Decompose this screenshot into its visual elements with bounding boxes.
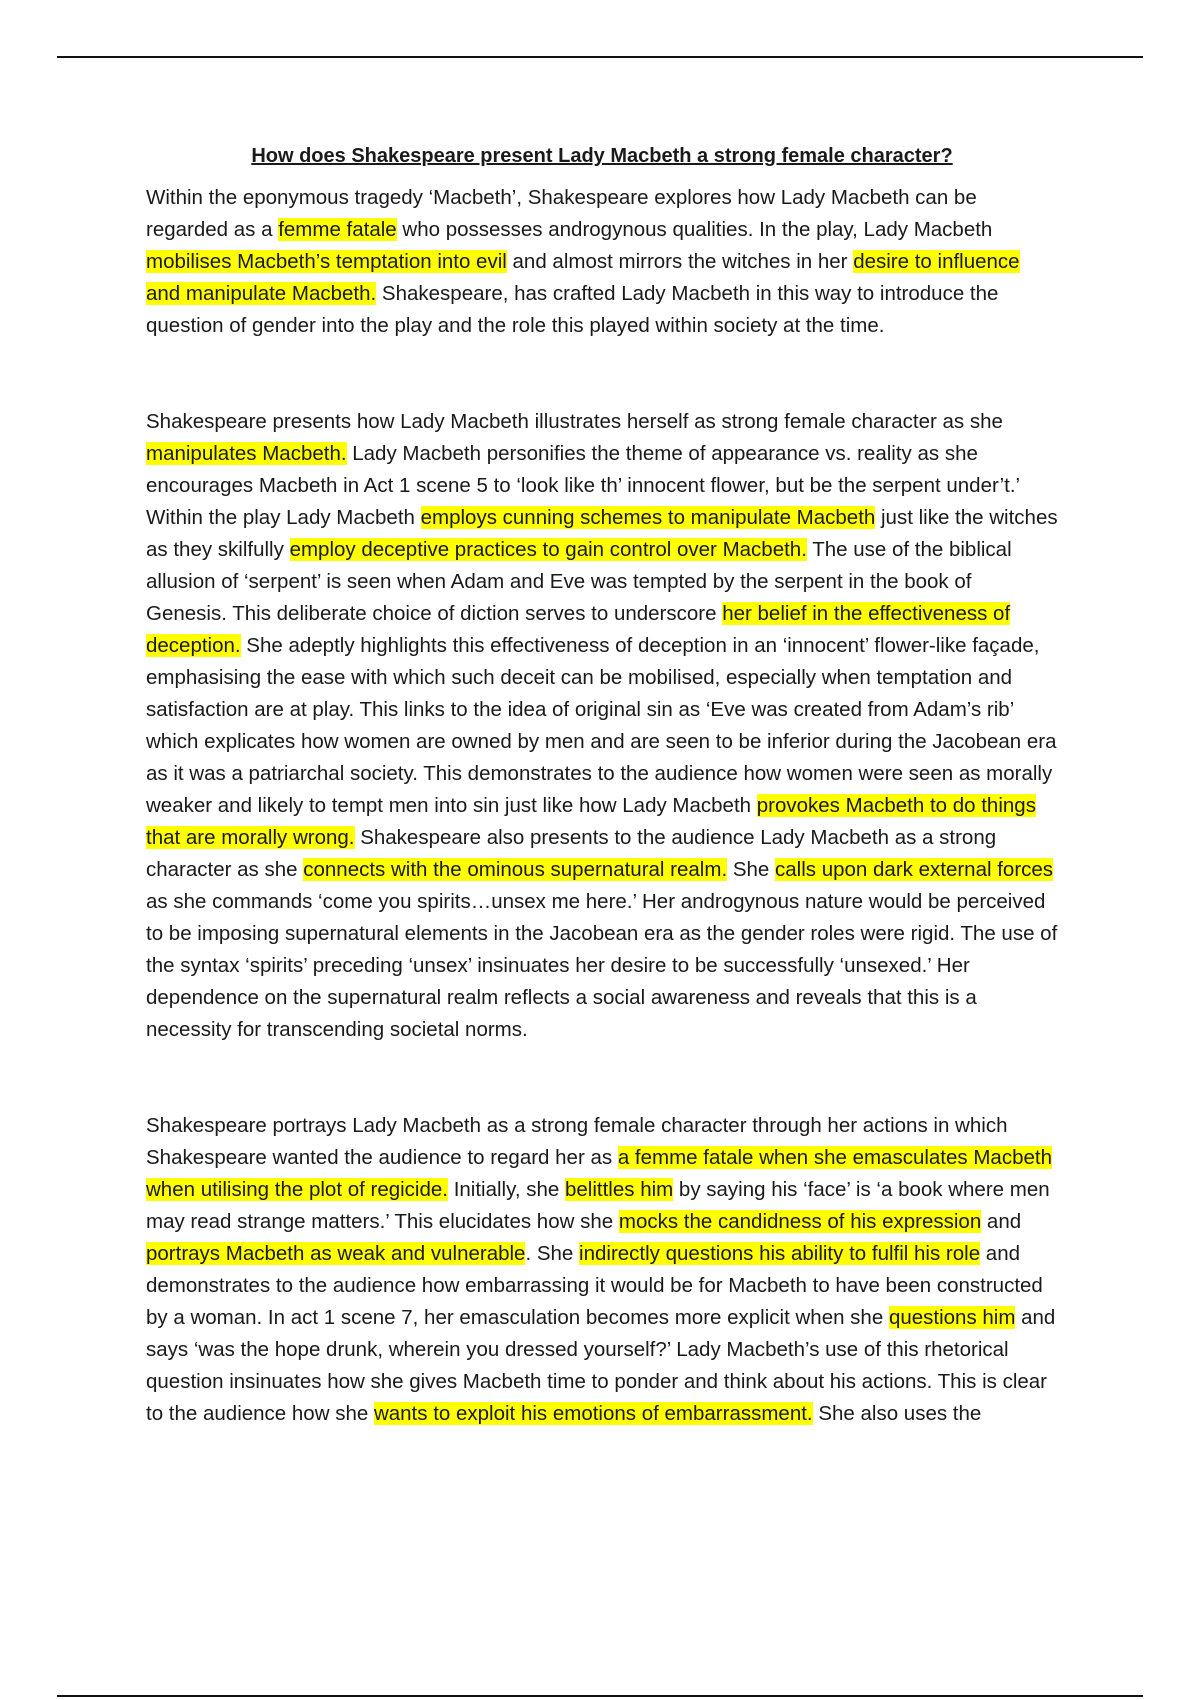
text-run: and xyxy=(981,1210,1022,1233)
text-run: Shakespeare presents how Lady Macbeth illustrates herself as strong female character as she xyxy=(146,410,1003,433)
highlighted-text: femme fatale xyxy=(278,218,397,241)
highlighted-text: belittles him xyxy=(564,1178,674,1201)
highlighted-text: employs cunning schemes to manipulate Macbeth xyxy=(420,506,876,529)
highlighted-text: her belief in the effectiveness of deception. xyxy=(146,602,1011,657)
text-run: . She xyxy=(525,1242,580,1265)
text-run: Lady Macbeth personifies the theme of appearance vs. reality as she encourages Macbeth in Act 1 scene 5 to ‘look like th’ innocent flower, but be the serpent under’t.’ Within the play Lady Macbeth xyxy=(146,442,1020,529)
text-run: She adeptly highlights this effectiveness of deception in an ‘innocent’ flower-like façade, emphasising the ease with which such deceit can be mobilised, especially when temptation and satisfaction are at play. This links to the idea of original sin as ‘Eve was created from Adam’s rib’ which explicates how women are owned by men and are seen to be inferior during the Jacobean era as it was a patriarchal society. This demonstrates to the audience how women were seen as morally weaker and likely to tempt men into sin just like how Lady Macbeth xyxy=(146,634,1057,817)
highlighted-text: wants to exploit his emotions of embarrassment. xyxy=(373,1402,813,1425)
text-run: Shakespeare also presents to the audience Lady Macbeth as a strong character as she xyxy=(146,826,997,881)
highlighted-text: desire to influence and manipulate Macbeth. xyxy=(146,250,1020,305)
text-run: and almost mirrors the witches in her xyxy=(506,250,854,273)
paragraph xyxy=(146,406,1058,1046)
header-rule xyxy=(57,56,1143,58)
highlighted-text: calls upon dark external forces xyxy=(775,858,1054,881)
highlighted-text: indirectly questions his ability to fulfil his role xyxy=(579,1242,981,1265)
highlighted-text: provokes Macbeth to do things that are morally wrong. xyxy=(146,794,1036,849)
text-run: Shakespeare portrays Lady Macbeth as a strong female character through her actions in which Shakespeare wanted the audience to regard her as xyxy=(146,1114,1008,1169)
highlighted-text: employ deceptive practices to gain control over Macbeth. xyxy=(289,538,807,561)
text-run: Initially, she xyxy=(448,1178,565,1201)
highlighted-text: questions him xyxy=(888,1306,1016,1329)
text-run: She also uses the xyxy=(812,1402,982,1425)
highlighted-text: a femme fatale when she emasculates Macbeth when utilising the plot of regicide. xyxy=(146,1146,1052,1201)
text-run: as she commands ‘come you spirits…unsex me here.’ Her androgynous nature would be perceived to be imposing supernatural elements in the Jacobean era as the gender roles were rigid. The use of the syntax ‘spirits’ preceding ‘unsex’ insinuates her desire to be successfully ‘unsexed.’ Her dependence on the supernatural realm reflects a social awareness and reveals that this is a necessity for transcending societal norms. xyxy=(146,890,1058,1041)
text-run: Within the eponymous tragedy ‘Macbeth’, Shakespeare explores how Lady Macbeth can be regarded as a xyxy=(146,186,977,241)
text-run: The use of the biblical allusion of ‘serpent’ is seen when Adam and Eve was tempted by the serpent in the book of Genesis. This deliberate choice of diction serves to underscore xyxy=(146,538,1012,625)
highlighted-text: manipulates Macbeth. xyxy=(146,442,347,465)
highlighted-text: mocks the candidness of his expression xyxy=(618,1210,982,1233)
document-title: How does Shakespeare present Lady Macbeth a strong female character? xyxy=(251,145,953,167)
text-run: and demonstrates to the audience how embarrassing it would be for Macbeth to have been constructed by a woman. In act 1 scene 7, her emasculation becomes more explicit when she xyxy=(146,1242,1043,1329)
document-page xyxy=(146,140,1058,1430)
text-run: who possesses androgynous qualities. In the play, Lady Macbeth xyxy=(396,218,993,241)
footer-rule xyxy=(57,1695,1143,1697)
highlighted-text: mobilises Macbeth’s temptation into evil xyxy=(146,250,507,273)
paragraph xyxy=(146,182,1058,342)
paragraph xyxy=(146,1110,1058,1430)
text-run: just like the witches as they skilfully xyxy=(146,506,1058,561)
text-run: Shakespeare, has crafted Lady Macbeth in this way to introduce the question of gender into the play and the role this played within society at the time. xyxy=(146,282,999,337)
text-run: and says ‘was the hope drunk, wherein you dressed yourself?’ Lady Macbeth’s use of this rhetorical question insinuates how she gives Macbeth time to ponder and think about his actions. This is clear to the audience how she xyxy=(146,1306,1056,1425)
highlighted-text: connects with the ominous supernatural realm. xyxy=(303,858,728,881)
highlighted-text: portrays Macbeth as weak and vulnerable xyxy=(146,1242,526,1265)
text-run: She xyxy=(727,858,776,881)
text-run: by saying his ‘face’ is ‘a book where men may read strange matters.’ This elucidates how she xyxy=(146,1178,1050,1233)
